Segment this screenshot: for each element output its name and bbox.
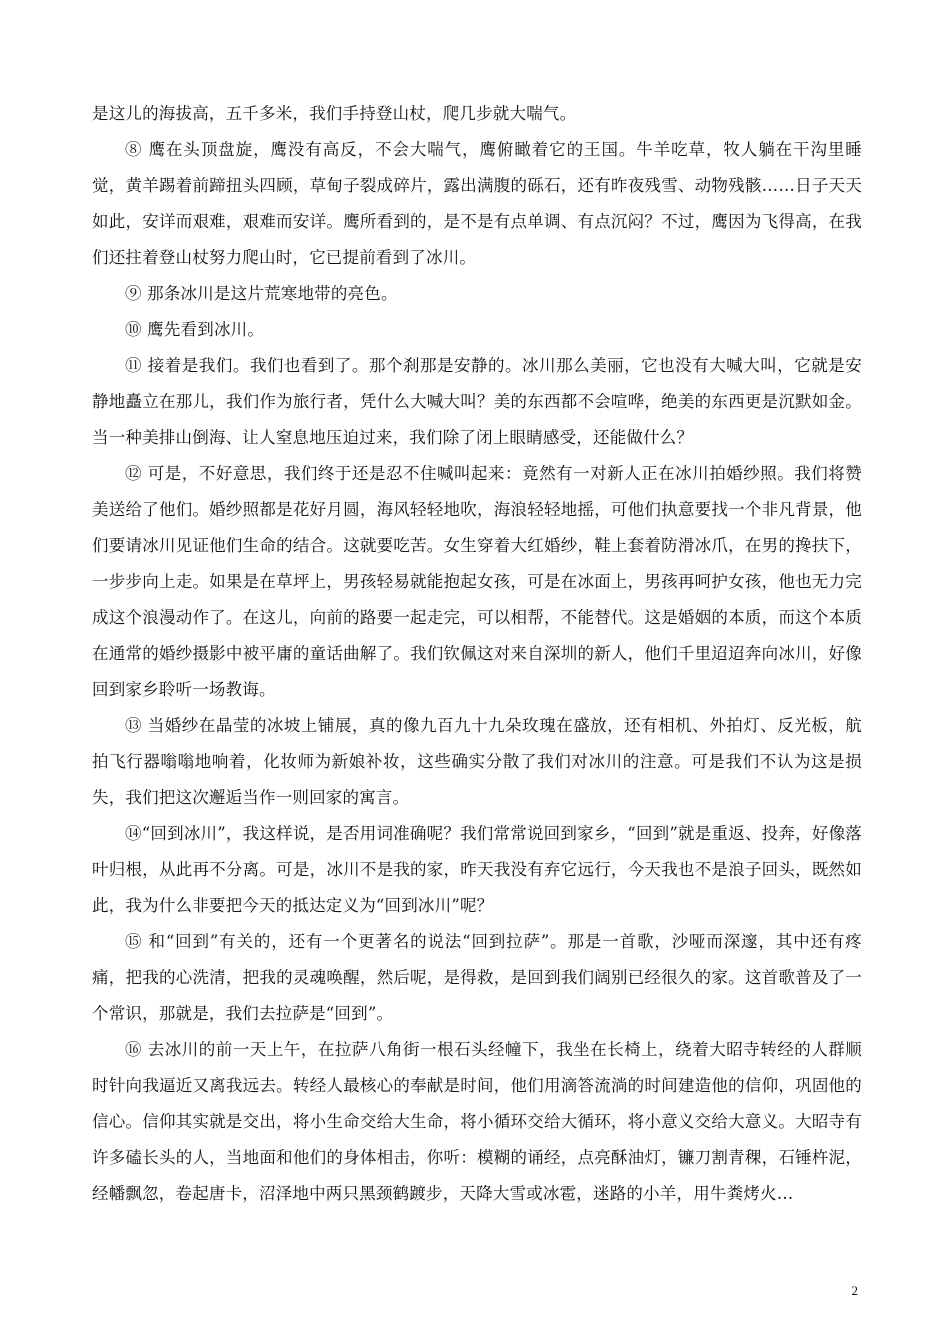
paragraph-16: ⑯ 去冰川的前一天上午，在拉萨八角街一根石头经幢下，我坐在长椅上，绕着大昭寺转经的人群顺时针向我逼近又离我远去。转经人最核心的奉献是时间，他们用滴答流淌的时间建造他的信仰，巩固他的信心。信仰其实就是交出，将小生命交给大生命，将小循环交给大循环，将小意义交给大意义。大昭寺有许多磕长头的人，当地面和他们的身体相击，你听：模糊的诵经，点亮酥油灯，镰刀割青稞，石锤杵泥，经幡飘忽，卷起唐卡，沼泽地中两只黑颈鹤踱步，天降大雪或冰雹，迷路的小羊，用牛粪烤火… <box>92 1040 862 1203</box>
paragraph-12: ⑫ 可是，不好意思，我们终于还是忍不住喊叫起来：竟然有一对新人正在冰川拍婚纱照。我们将赞美送给了他们。婚纱照都是花好月圆，海风轻轻地吹，海浪轻轻地摇，可他们执意要找一个非凡背景，他们要请冰川见证他们生命的结合。这就要吃苦。女生穿着大红婚纱，鞋上套着防滑冰爪，在男的搀扶下，一步步向上走。如果是在草坪上，男孩轻易就能抱起女孩，可是在冰面上，男孩再呵护女孩，他也无力完成这个浪漫动作了。在这儿，向前的路要一起走完，可以相帮，不能替代。这是婚姻的本质，而这个本质在通常的婚纱摄影中被平庸的童话曲解了。我们钦佩这对来自深圳的新人，他们千里迢迢奔向冰川，好像回到家乡聆听一场教诲。 <box>92 464 862 699</box>
paragraph-continued: 是这儿的海拔高，五千多米，我们手持登山杖，爬几步就大喘气。 <box>92 104 577 123</box>
paragraph-9: ⑨ 那条冰川是这片荒寒地带的亮色。 <box>125 284 398 303</box>
page-number: 2 <box>851 1283 858 1298</box>
paragraph-13: ⑬ 当婚纱在晶莹的冰坡上铺展，真的像九百九十九朵玫瑰在盛放，还有相机、外拍灯、反光板，航拍飞行器嗡嗡地响着，化妆师为新娘补妆，这些确实分散了我们对冰川的注意。可是我们不认为这是损失，我们把这次邂逅当作一则回家的寓言。 <box>92 716 862 807</box>
paragraph-8: ⑧ 鹰在头顶盘旋，鹰没有高反，不会大喘气，鹰俯瞰着它的王国。牛羊吃草，牧人躺在干沟里睡觉，黄羊踢着前蹄扭头四顾，草甸子裂成碎片，露出满腹的砾石，还有昨夜残雪、动物残骸……日子天天如此，安详而艰难，艰难而安详。鹰所看到的，是不是有点单调、有点沉闷？不过，鹰因为飞得高，在我们还拄着登山杖努力爬山时，它已提前看到了冰川。 <box>92 140 862 267</box>
paragraph-15: ⑮ 和“回到”有关的，还有一个更著名的说法“回到拉萨”。那是一首歌，沙哑而深邃，其中还有疼痛，把我的心洗清，把我的灵魂唤醒，然后呢，是得救，是回到我们阔别已经很久的家。这首歌普及了一个常识，那就是，我们去拉萨是“回到”。 <box>92 932 862 1023</box>
paragraph-11: ⑪ 接着是我们。我们也看到了。那个刹那是安静的。冰川那么美丽，它也没有大喊大叫，它就是安静地矗立在那儿，我们作为旅行者，凭什么大喊大叫？美的东西都不会喧哗，绝美的东西更是沉默如金。当一种美排山倒海、让人窒息地压迫过来，我们除了闭上眼睛感受，还能做什么？ <box>92 356 862 447</box>
paragraph-10: ⑩ 鹰先看到冰川。 <box>125 320 265 339</box>
body-text <box>92 96 862 1212</box>
paragraph-14: ⑭“回到冰川”，我这样说，是否用词准确呢？我们常常说回到家乡，“回到”就是重返、投奔，好像落叶归根，从此再不分离。可是，冰川不是我的家，昨天我没有弃它远行，今天我也不是浪子回头，既然如此，我为什么非要把今天的抵达定义为“回到冰川”呢？ <box>92 824 862 915</box>
